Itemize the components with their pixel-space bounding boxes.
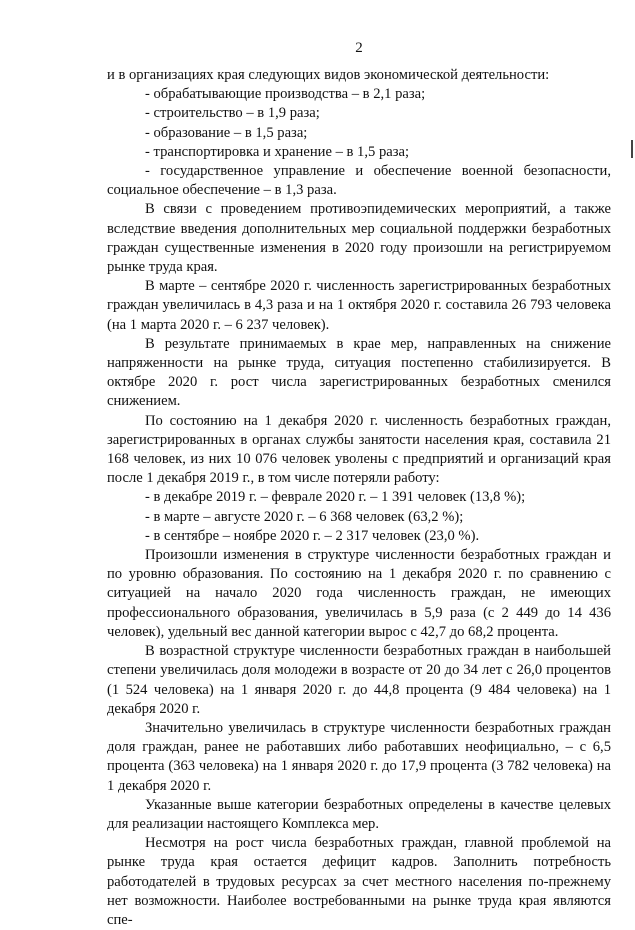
paragraph: В возрастной структуре численности безработных граждан в наибольшей степени увеличилась доля молодежи в возрасте от 20 до 34 лет с 26,0 процентов (1 524 человека) на 1 января 2020 г. до 44,8 процента (9 484 человека) на 1 декабря 2020 г. (107, 643, 611, 717)
list-item: - строительство – в 1,9 раза; (145, 105, 320, 122)
paragraph: В результате принимаемых в крае мер, направленных на снижение напряженности на рынке труда, ситуация постепенно стабилизируется. В октябре 2020 г. рост числа зарегистрированных безработных сменился снижением. (107, 335, 611, 410)
list-item: - образование – в 1,5 раза; (145, 124, 308, 141)
list-item: - в марте – августе 2020 г. – 6 368 человек (63,2 %); (145, 508, 464, 525)
paragraph: Указанные выше категории безработных определены в качестве целевых для реализации настоящего Комплекса мер. (107, 796, 611, 832)
document-body (107, 66, 611, 930)
list-item: - в декабре 2019 г. – феврале 2020 г. – 1 391 человек (13,8 %); (145, 489, 526, 506)
paragraph: и в организациях края следующих видов экономической деятельности: (107, 67, 550, 83)
scan-edge-mark (631, 140, 633, 158)
paragraph: В марте – сентябре 2020 г. численность зарегистрированных безработных граждан увеличилась в 4,3 раза и на 1 октября 2020 г. составила 26 793 человека (на 1 марта 2020 г. – 6 237 человек). (107, 278, 611, 333)
paragraph: Значительно увеличилась в структуре численности безработных граждан доля граждан, ранее не работавших либо работавших неофициально, – с 6,5 процента (363 человека) на 1 января 2020 г. до 17,9 процента (3 782 человека) на 1 декабря 2020 г. (107, 719, 611, 794)
list-item: - государственное управление и обеспечение военной безопасности, социальное обеспечение – в 1,3 раза. (107, 163, 611, 199)
paragraph: В связи с проведением противоэпидемических мероприятий, а также вследствие введения дополнительных мер социальной поддержки безработных граждан существенные изменения в 2020 году произошли на регистрируемом рынке труда края. (107, 201, 611, 276)
page-number: 2 (355, 40, 363, 56)
paragraph: Несмотря на рост числа безработных граждан, главной проблемой на рынке труда края остается дефицит кадров. Заполнить потребность работодателей в трудовых ресурсах за счет местного населения по-прежнему нет возможности. Наиболее востребованными на рынке труда края являются спе- (107, 835, 611, 928)
paragraph: По состоянию на 1 декабря 2020 г. численность безработных граждан, зарегистрированных в органах службы занятости населения края, составила 21 168 человек, из них 10 076 человек уволены с предприятий и организаций края после 1 декабря 2019 г., в том числе потеряли работу: (107, 412, 611, 487)
paragraph: Произошли изменения в структуре численности безработных граждан и по уровню образования. По состоянию на 1 декабря 2020 г. по сравнению с ситуацией на начало 2020 года численность граждан, не имеющих профессионального образования, увеличилась в 5,9 раза (с 2 449 до 14 436 человек), удельный вес данной категории вырос с 42,7 до 68,2 процента. (107, 547, 611, 640)
list-item: - транспортировка и хранение – в 1,5 раза; (145, 143, 410, 160)
list-item: - в сентябре – ноябре 2020 г. – 2 317 человек (23,0 %). (145, 527, 480, 544)
list-item: - обрабатывающие производства – в 2,1 раза; (145, 86, 426, 103)
